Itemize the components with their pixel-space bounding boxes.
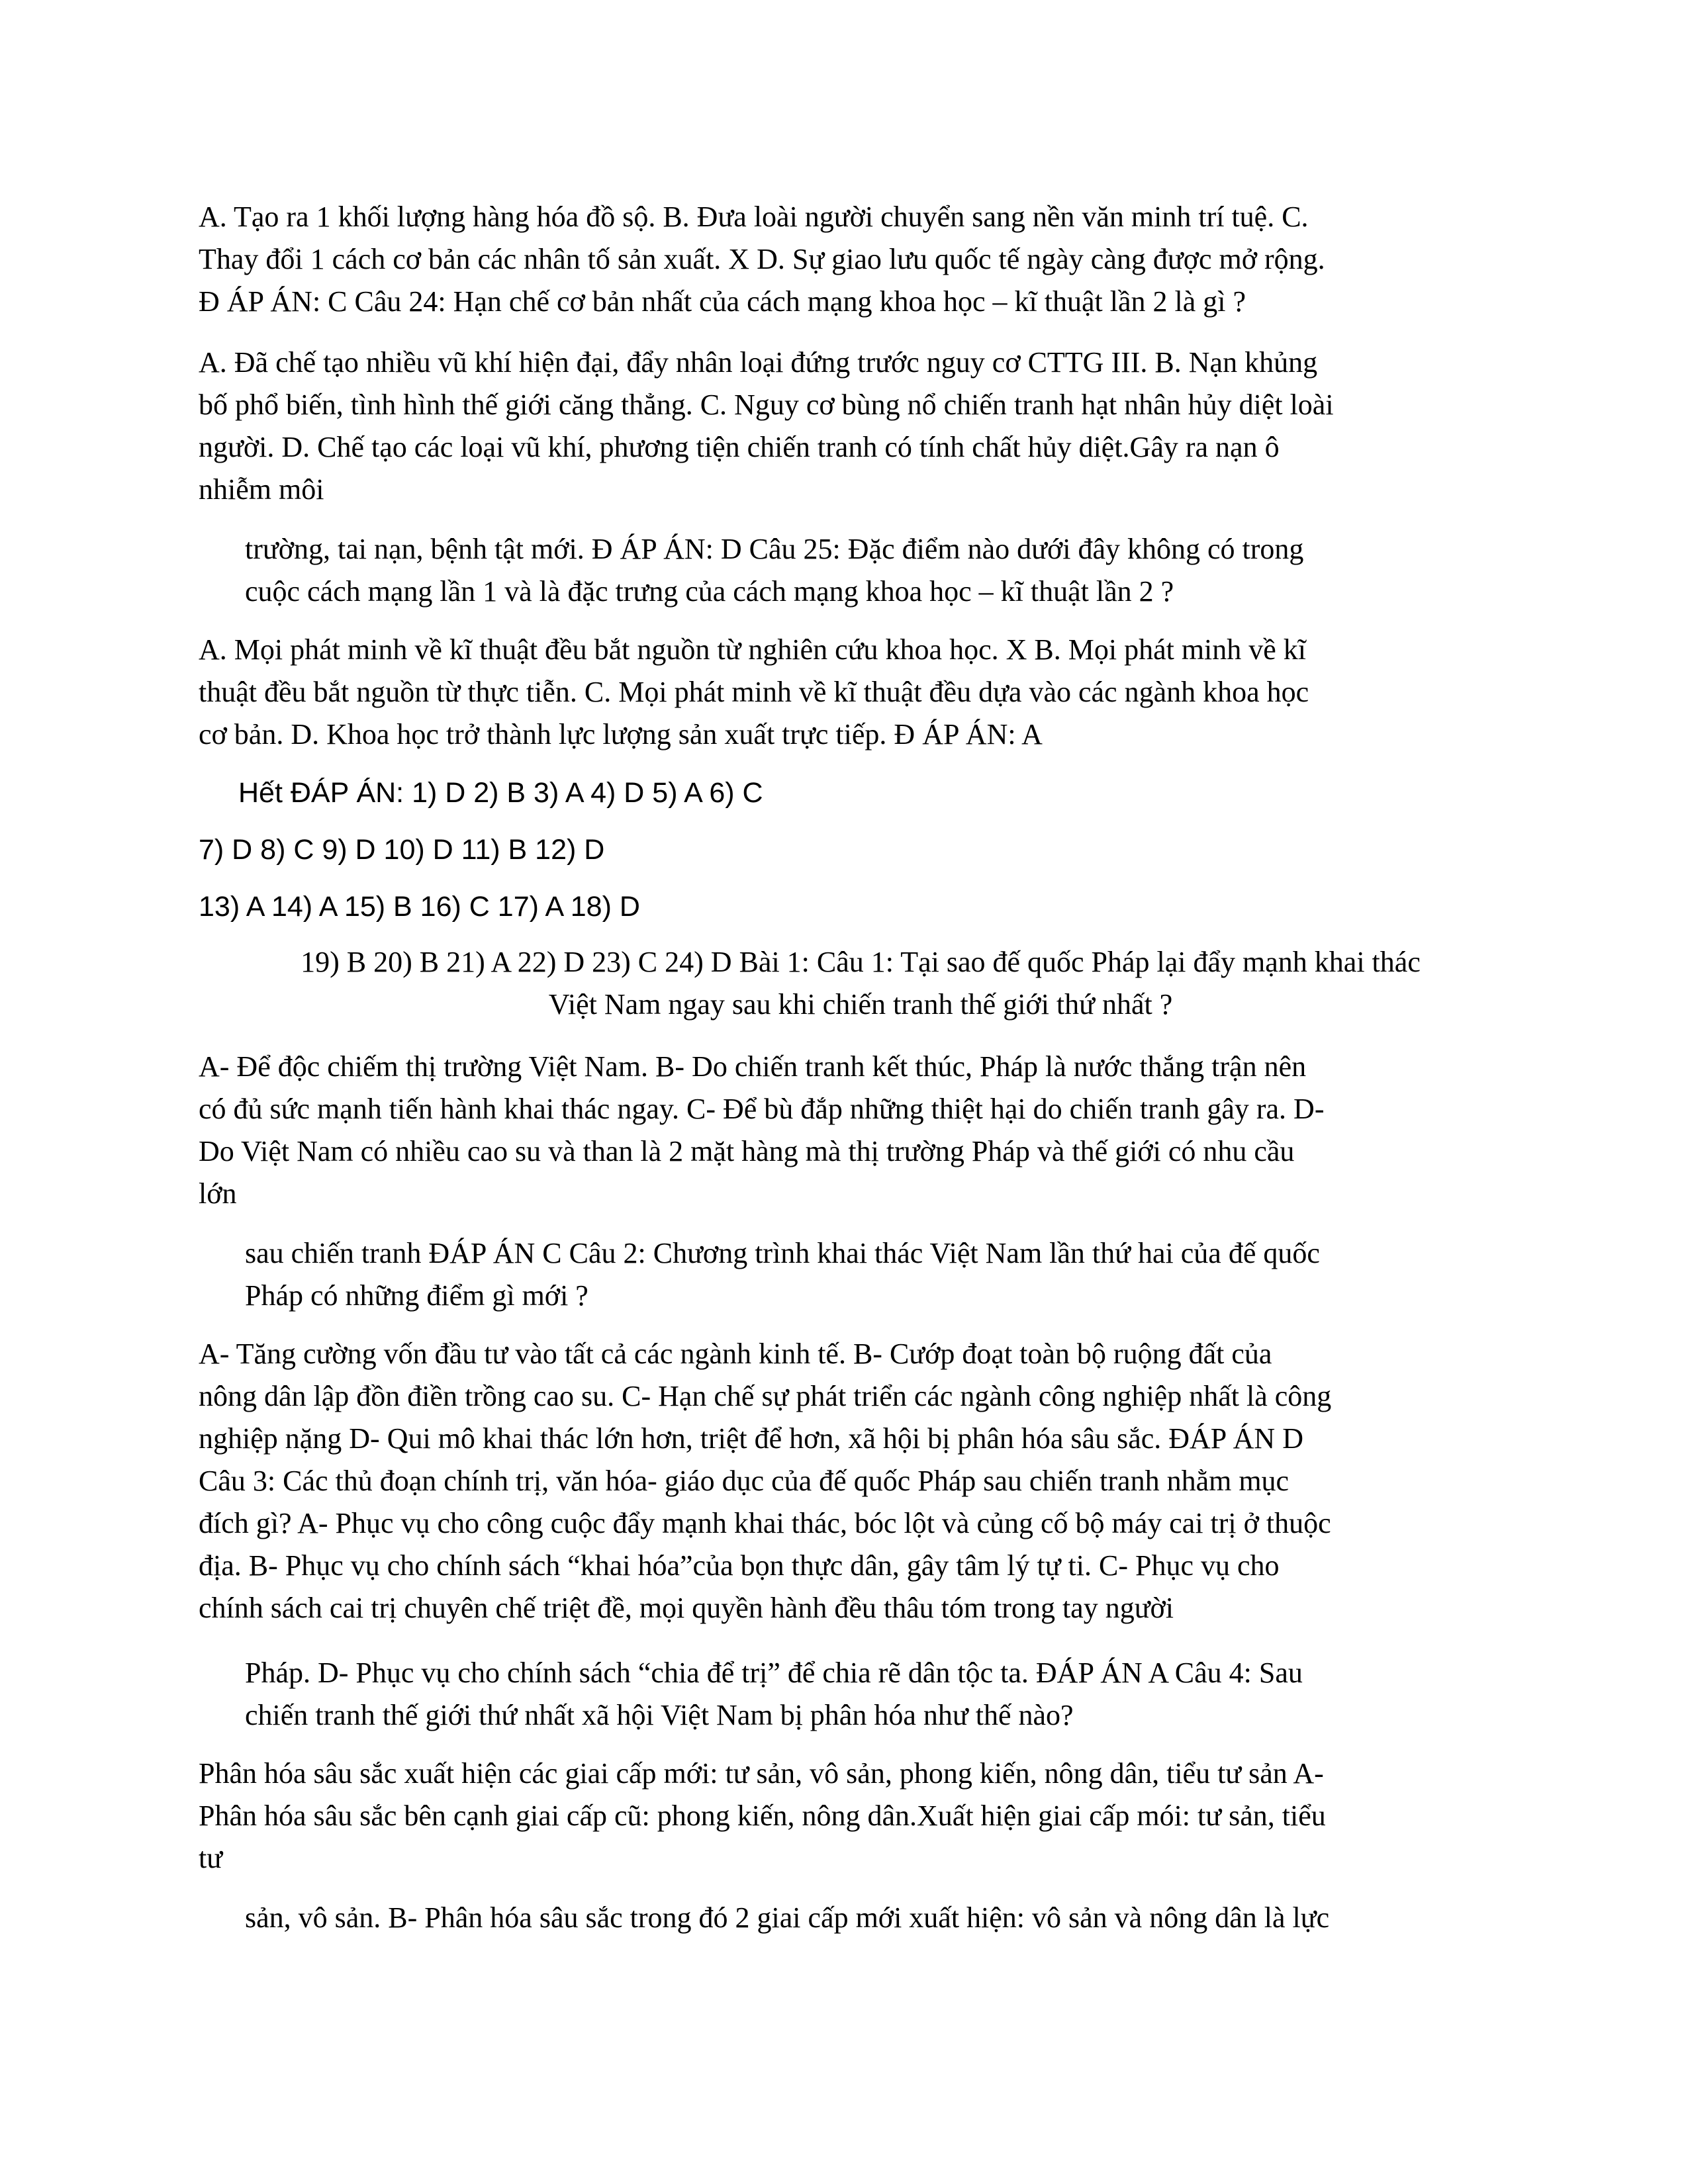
- paragraph-cau-25-options: A. Mọi phát minh về kĩ thuật đều bắt nguồn từ nghiên cứu khoa học. X B. Mọi phát minh về kĩ thuật đều bắt nguồn từ thực tiễn. C. Mọi phát minh về kĩ thuật đều dựa vào các ngành khoa học cơ bản. D. Khoa học trở thành lực lượng sản xuất trực tiếp. Đ ÁP ÁN: A: [199, 633, 1309, 751]
- answer-key-line-3: 13) A 14) A 15) B 16) C 17) A 18) D: [199, 891, 640, 923]
- paragraph-cau-2-question: sau chiến tranh ĐÁP ÁN C Câu 2: Chương trình khai thác Việt Nam lần thứ hai của đế quốc Pháp có những điểm gì mới ?: [245, 1237, 1320, 1312]
- paragraph-cau-4-options: Phân hóa sâu sắc xuất hiện các giai cấp mới: tư sản, vô sản, phong kiến, nông dân, tiểu tư sản A- Phân hóa sâu sắc bên cạnh giai cấp cũ: phong kiến, nông dân.Xuất hiện giai cấp mói: tư sản, tiểu tư: [199, 1757, 1326, 1874]
- paragraph-cau-2-cau-3: A- Tăng cường vốn đầu tư vào tất cả các ngành kinh tế. B- Cướp đoạt toàn bộ ruộng đất của nông dân lập đồn điền trồng cao su. C- Hạn chế sự phát triển các ngành công nghiệp nhất là công nghiệp nặng D- Qui mô khai thác lớn hơn, triệt để hơn, xã hội bị phân hóa sâu sắc. ĐÁP ÁN D Câu 3: Các thủ đoạn chính trị, văn hóa- giáo dục của đế quốc Pháp sau chiến tranh nhằm mục đích gì? A- Phục vụ cho công cuộc đẩy mạnh khai thác, bóc lột và củng cố bộ máy cai trị ở thuộc địa. B- Phục vụ cho chính sách “khai hóa”của bọn thực dân, gây tâm lý tự ti. C- Phục vụ cho chính sách cai trị chuyên chế triệt đề, mọi quyền hành đều thâu tóm trong tay người: [199, 1338, 1332, 1624]
- answer-key-line-2: 7) D 8) C 9) D 10) D 11) B 12) D: [199, 834, 605, 866]
- paragraph-cau-23-options: A. Tạo ra 1 khối lượng hàng hóa đồ sộ. B. Đưa loài người chuyển sang nền văn minh trí tuệ. C. Thay đổi 1 cách cơ bản các nhân tố sản xuất. X D. Sự giao lưu quốc tế ngày càng được mở rộng. Đ ÁP ÁN: C Câu 24: Hạn chế cơ bản nhất của cách mạng khoa học – kĩ thuật lần 2 là gì ?: [199, 201, 1325, 318]
- paragraph-cau-4-question: Pháp. D- Phục vụ cho chính sách “chia để trị” để chia rẽ dân tộc ta. ĐÁP ÁN A Câu 4: Sau chiến tranh thế giới thứ nhất xã hội Việt Nam bị phân hóa như thế nào?: [245, 1657, 1303, 1731]
- paragraph-cau-4-continued: sản, vô sản. B- Phân hóa sâu sắc trong đó 2 giai cấp mới xuất hiện: vô sản và nông dân là lực: [245, 1901, 1330, 1934]
- answer-key-line-1: Hết ĐÁP ÁN: 1) D 2) B 3) A 4) D 5) A 6) C: [238, 777, 763, 809]
- answer-key-line-4-bai-1-cau-1: 19) B 20) B 21) A 22) D 23) C 24) D Bài 1: Câu 1: Tại sao đế quốc Pháp lại đẩy mạnh khai thác Việt Nam ngay sau khi chiến tranh thế giới thứ nhất ?: [301, 946, 1421, 1021]
- paragraph-bai-1-cau-1-options: A- Để độc chiếm thị trường Việt Nam. B- Do chiến tranh kết thúc, Pháp là nước thắng trận nên có đủ sức mạnh tiến hành khai thác ngay. C- Để bù đắp những thiệt hại do chiến tranh gây ra. D- Do Việt Nam có nhiều cao su và than là 2 mặt hàng mà thị trường Pháp và thế giới có nhu cầu lớn: [199, 1050, 1325, 1210]
- paragraph-cau-24-options: A. Đã chế tạo nhiều vũ khí hiện đại, đẩy nhân loại đứng trước nguy cơ CTTG III. B. Nạn khủng bố phổ biến, tình hình thế giới căng thẳng. C. Nguy cơ bùng nổ chiến tranh hạt nhân hủy diệt loài người. D. Chế tạo các loại vũ khí, phương tiện chiến tranh có tính chất hủy diệt.Gây ra nạn ô nhiễm môi: [199, 346, 1334, 506]
- paragraph-cau-25-question: trường, tai nạn, bệnh tật mới. Đ ÁP ÁN: D Câu 25: Đặc điểm nào dưới đây không có trong cuộc cách mạng lần 1 và là đặc trưng của cách mạng khoa học – kĩ thuật lần 2 ?: [245, 533, 1304, 608]
